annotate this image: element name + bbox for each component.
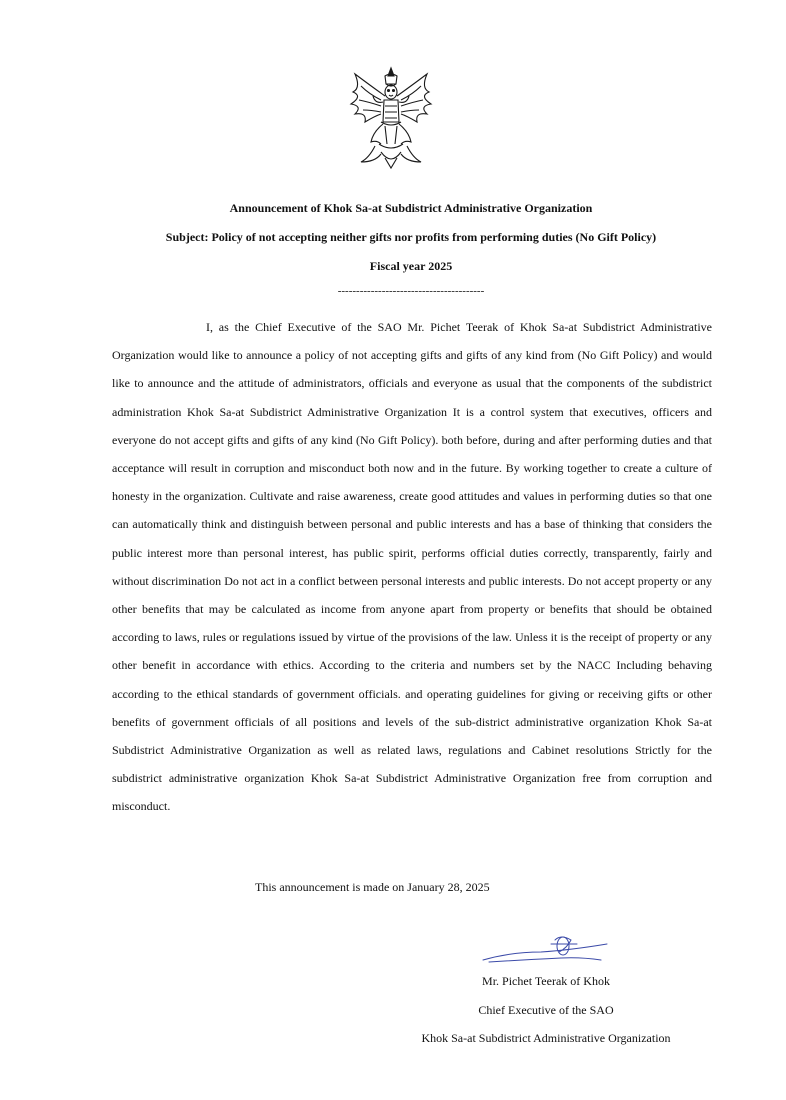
dashed-divider: ---------------------------------------- (337, 285, 485, 297)
announcement-date: This announcement is made on January 28, 2025 (255, 880, 490, 894)
signatory-organization: Khok Sa-at Subdistrict Administrative Organization (421, 1031, 671, 1045)
subject-heading: Subject: Policy of not accepting neither gifts nor profits from performing duties (No Gift Policy) (165, 230, 657, 244)
announcement-heading: Announcement of Khok Sa-at Subdistrict Administrative Organization (229, 201, 593, 215)
fiscal-year-heading: Fiscal year 2025 (369, 259, 453, 273)
signatory-title: Chief Executive of the SAO (478, 1003, 614, 1017)
signatory-name: Mr. Pichet Teerak of Khok (482, 974, 610, 988)
handwritten-signature (481, 930, 611, 970)
garuda-emblem-icon (341, 66, 441, 170)
announcement-body: I, as the Chief Executive of the SAO Mr. Pichet Teerak of Khok Sa-at Subdistrict Administrative Organization would like to announce a policy of not accepting gifts and gifts of any kind from (No Gift Policy) and would like to announce and the attitude of administrators, officials and everyone as usual that the components of the subdistrict administration Khok Sa-at Subdistrict Administrative Organization It is a control system that executives, officers and everyone do not accept gifts and gifts of any kind (No Gift Policy). both before, during and after performing duties and that acceptance will result in corruption and misconduct both now and in the future. By working together to create a culture of honesty in the organization. Cultivate and raise awareness, create good attitudes and values in performing duties so that one can automatically think and distinguish between personal and public interests and has a base of thinking that considers the public interest more than personal interest, has public spirit, performs official duties correctly, transparently, fairly and without discrimination Do not act in a conflict between personal interests and public interests. Do not accept property or any other benefits that may be calculated as income from anyone apart from property or benefits that should be obtained according to laws, rules or regulations issued by virtue of the provisions of the law. Unless it is the receipt of property or any other benefit in accordance with ethics. According to the criteria and numbers set by the NACC Including behaving according to the ethical standards of government officials. and operating guidelines for giving or receiving gifts or other benefits of government officials of all positions and levels of the sub-district administrative organization Khok Sa-at Subdistrict Administrative Organization as well as related laws, regulations and Cabinet resolutions Strictly for the subdistrict administrative organization Khok Sa-at Subdistrict Administrative Organization free from corruption and misconduct. (112, 320, 712, 814)
